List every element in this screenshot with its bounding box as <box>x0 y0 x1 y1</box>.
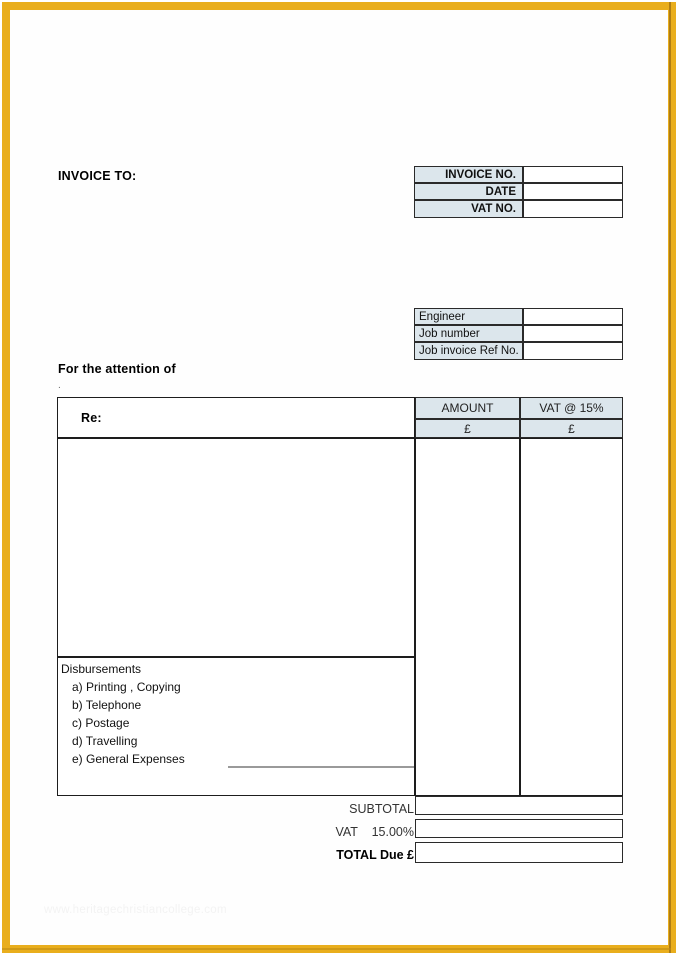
vat-amount-value[interactable] <box>415 819 623 838</box>
date-label: DATE <box>414 183 523 200</box>
job-number-value[interactable] <box>523 325 623 342</box>
amount-currency-header: £ <box>415 419 520 438</box>
frame-shadow-right <box>669 2 671 953</box>
attention-label: For the attention of <box>58 362 176 376</box>
vat-currency-header: £ <box>520 419 623 438</box>
disbursement-item-a: a) Printing , Copying <box>72 680 181 694</box>
vat-no-value[interactable] <box>523 200 623 218</box>
attention-value[interactable]: . <box>58 380 61 391</box>
total-due-label: TOTAL Due £ <box>336 848 414 862</box>
description-entry-area[interactable] <box>57 438 415 657</box>
job-number-label: Job number <box>414 325 523 342</box>
disbursement-item-d: d) Travelling <box>72 734 138 748</box>
invoice-no-label: INVOICE NO. <box>414 166 523 183</box>
invoice-to-label: INVOICE TO: <box>58 169 137 183</box>
re-label: Re: <box>81 411 102 425</box>
vat-column-header: VAT @ 15% <box>520 397 623 419</box>
disbursement-item-c: c) Postage <box>72 716 130 730</box>
disbursement-item-e: e) General Expenses <box>72 752 185 766</box>
invoice-no-value[interactable] <box>523 166 623 183</box>
engineer-label: Engineer <box>414 308 523 325</box>
subtotal-label: SUBTOTAL <box>349 802 414 816</box>
vat-entry-column[interactable] <box>520 438 623 796</box>
date-value[interactable] <box>523 183 623 200</box>
frame-shadow-bottom <box>2 948 671 950</box>
general-expenses-underline <box>228 766 414 768</box>
job-invoice-ref-value[interactable] <box>523 342 623 360</box>
disbursements-box[interactable] <box>57 657 415 796</box>
disbursements-title: Disbursements <box>61 662 142 676</box>
engineer-value[interactable] <box>523 308 623 325</box>
vat-no-label: VAT NO. <box>414 200 523 218</box>
amount-entry-column[interactable] <box>415 438 520 796</box>
total-due-value[interactable] <box>415 842 623 863</box>
disbursement-item-b: b) Telephone <box>72 698 142 712</box>
site-watermark: www.heritagechristiancollege.com <box>44 904 227 916</box>
subtotal-value[interactable] <box>415 796 623 815</box>
job-invoice-ref-label: Job invoice Ref No. <box>414 342 523 360</box>
amount-column-header: AMOUNT <box>415 397 520 419</box>
vat-rate-label: VAT 15.00% <box>335 825 414 839</box>
re-box[interactable] <box>57 397 415 438</box>
